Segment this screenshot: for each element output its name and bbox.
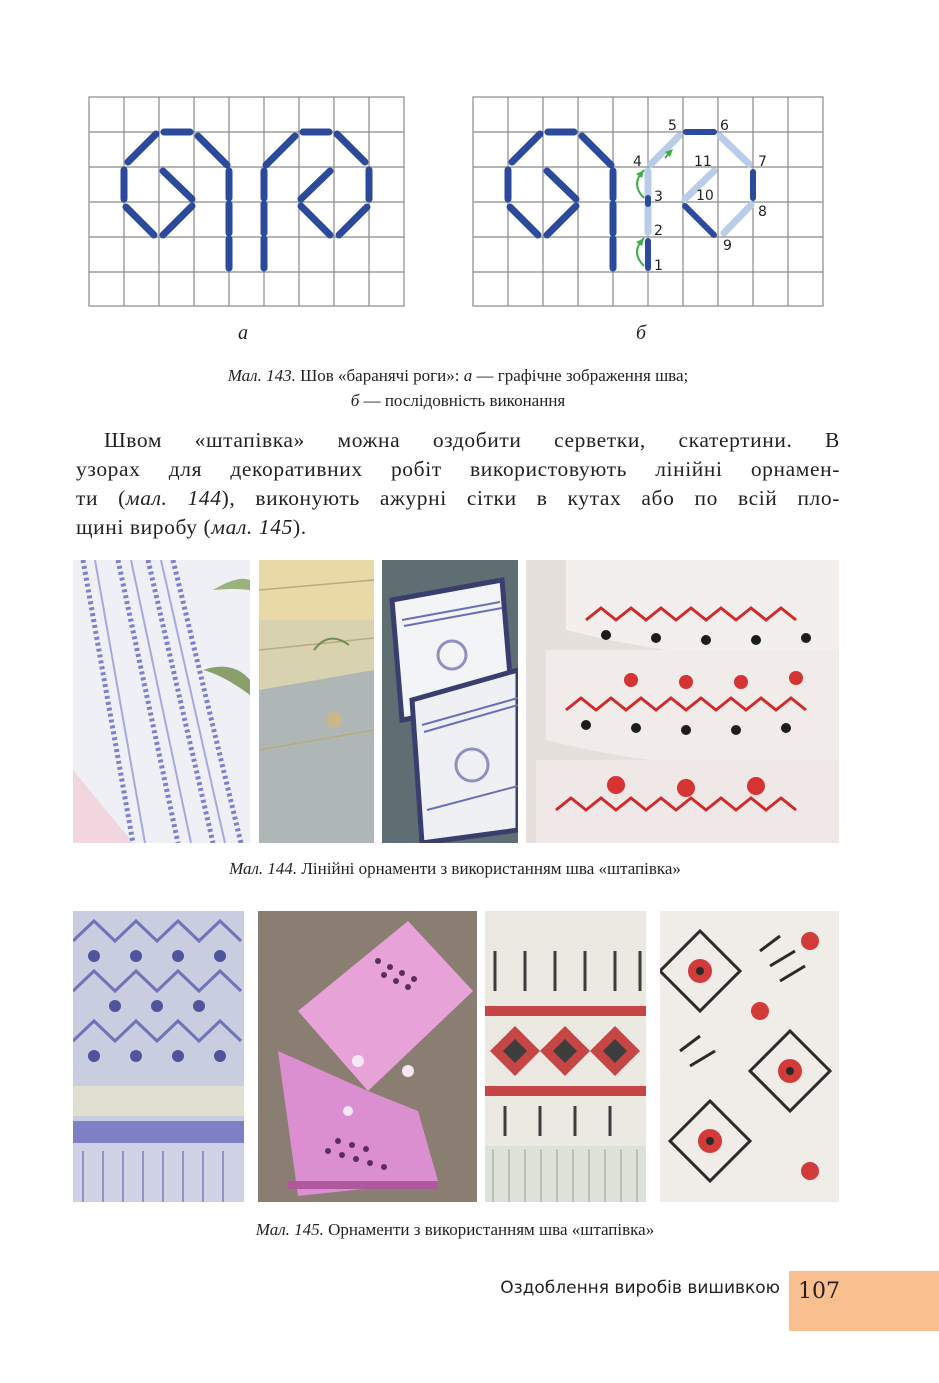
body-line-4-start: щині виробу ( bbox=[76, 515, 212, 539]
body-line-4 bbox=[76, 513, 840, 542]
figure-145-caption bbox=[88, 1217, 822, 1242]
figure-label-b: б bbox=[636, 322, 647, 344]
step-number-9: 9 bbox=[723, 238, 732, 254]
body-line-1: Швом «штапівка» можна оздобити серветки, скатертини. В bbox=[104, 428, 840, 452]
body-line-3 bbox=[76, 484, 840, 513]
body-paragraph bbox=[76, 426, 840, 542]
photo-blue-pattern-towel bbox=[73, 911, 244, 1202]
figure-144-caption bbox=[88, 856, 822, 881]
caption-144-prefix: Мал. 144. bbox=[229, 859, 298, 878]
body-line-4-end: ). bbox=[292, 515, 307, 539]
grid-diagram-a bbox=[88, 96, 406, 308]
caption-144-text: Лінійні орнаменти з використанням шва «штапівка» bbox=[301, 859, 681, 878]
caption-145-prefix: Мал. 145. bbox=[255, 1220, 324, 1239]
step-number-1: 1 bbox=[654, 258, 663, 274]
photo-red-black-folds bbox=[526, 560, 839, 843]
body-line-3-start: ти ( bbox=[76, 486, 126, 510]
step-number-7: 7 bbox=[758, 154, 767, 170]
grid-diagram-b bbox=[472, 96, 826, 308]
photo-linear-stripes bbox=[73, 560, 250, 843]
caption-143-b-desc: — послідовність виконання bbox=[363, 391, 566, 410]
section-title: Оздоблення виробів вишивкою bbox=[500, 1278, 780, 1298]
figure-label-a: а bbox=[238, 322, 248, 344]
step-number-2: 2 bbox=[654, 223, 663, 239]
step-number-5: 5 bbox=[668, 118, 677, 134]
caption-143-a: а bbox=[463, 366, 473, 385]
figure-143-caption bbox=[88, 363, 828, 413]
photo-red-black-cross-stitch bbox=[660, 911, 839, 1202]
photo-square-napkins bbox=[382, 560, 518, 843]
step-number-4: 4 bbox=[633, 154, 642, 170]
figure-145-reference: мал. 145 bbox=[211, 515, 293, 539]
caption-145-text: Орнаменти з використанням шва «штапівка» bbox=[328, 1220, 655, 1239]
caption-143-b: б bbox=[350, 391, 360, 410]
step-number-8: 8 bbox=[758, 204, 767, 220]
body-line-3-end: ), виконують ажурні сітки в кутах або по всій пло- bbox=[221, 486, 840, 510]
body-line-2: узорах для декоративних робіт використовують лінійні орнамен- bbox=[76, 457, 840, 481]
caption-143-text: Шов «баранячі роги»: bbox=[300, 366, 460, 385]
step-number-11: 11 bbox=[694, 154, 712, 170]
caption-143-prefix: Мал. 143. bbox=[227, 366, 296, 385]
photo-pink-runner bbox=[258, 911, 477, 1202]
page-number: 107 bbox=[798, 1279, 840, 1304]
figure-144-reference: мал. 144 bbox=[125, 486, 222, 510]
step-number-10: 10 bbox=[696, 188, 714, 204]
step-number-3: 3 bbox=[654, 189, 663, 205]
step-number-6: 6 bbox=[720, 118, 729, 134]
photo-red-black-towel bbox=[485, 911, 646, 1202]
caption-143-a-desc: — графічне зображення шва; bbox=[476, 366, 689, 385]
photo-napkins bbox=[259, 560, 374, 843]
